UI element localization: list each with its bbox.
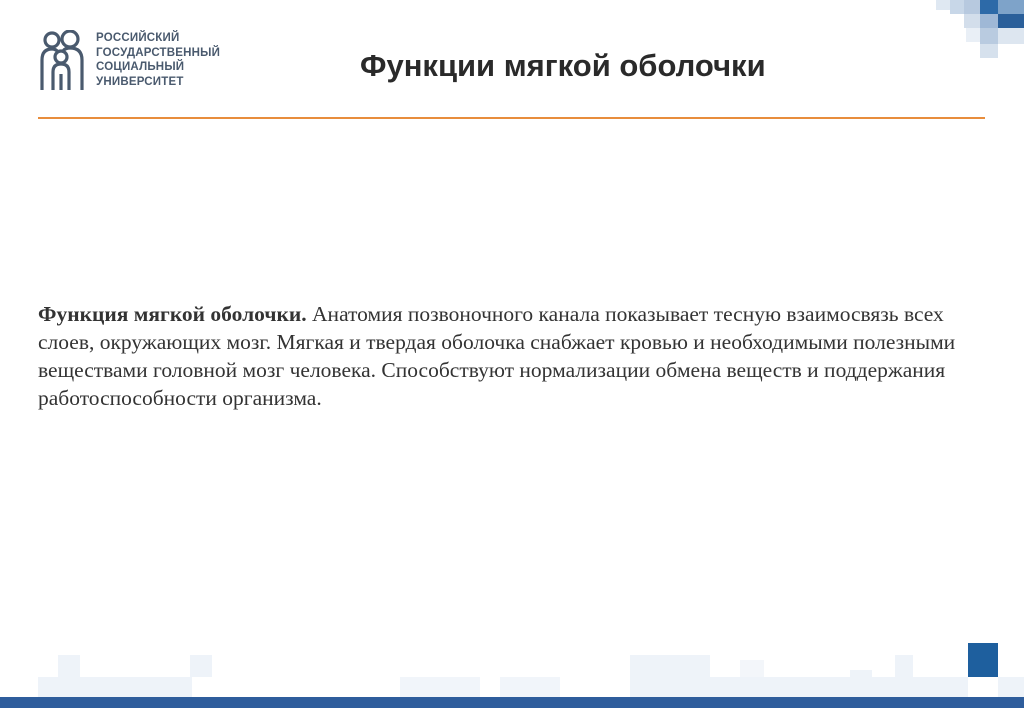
- deco-square: [980, 44, 998, 58]
- body-text: Анатомия позвоночного канала показывает тесную взаимосвязь всех слоев, окружающих мозг. Мягкая и твердая оболочка снабжает кровью и необходимыми полезными веществами головной мозг человека. Способствуют нормализации обмена веществ и поддержания работоспособности организма.: [38, 302, 956, 410]
- deco-square: [740, 660, 764, 677]
- university-logo: [38, 30, 258, 94]
- deco-square: [964, 0, 980, 14]
- deco-square: [872, 677, 968, 697]
- deco-square: [850, 670, 872, 697]
- deco-square: [500, 677, 560, 697]
- deco-square: [980, 14, 998, 28]
- deco-square: [710, 677, 850, 697]
- deco-square: [966, 28, 980, 42]
- deco-square: [998, 14, 1024, 28]
- bottom-bar: [0, 697, 1024, 708]
- logo-wordmark: [96, 31, 220, 89]
- deco-square: [964, 14, 980, 28]
- body-lead: Функция мягкой оболочки.: [38, 302, 307, 326]
- title-divider: [38, 117, 985, 119]
- deco-square: [190, 655, 212, 677]
- family-people-icon: [38, 30, 88, 92]
- deco-square: [980, 0, 998, 14]
- logo-line-3: СОЦИАЛЬНЫЙ: [96, 61, 185, 73]
- corner-square: [968, 643, 998, 677]
- logo-line-4: УНИВЕРСИТЕТ: [96, 75, 184, 88]
- logo-line-1: РОССИЙСКИЙ: [96, 32, 180, 44]
- deco-square: [400, 677, 480, 697]
- deco-square: [998, 0, 1024, 14]
- deco-square: [950, 0, 964, 14]
- deco-square: [998, 677, 1024, 697]
- deco-square: [895, 655, 913, 677]
- page-title: Функции мягкой оболочки: [360, 48, 766, 83]
- deco-square: [630, 655, 710, 697]
- deco-square: [936, 0, 950, 10]
- logo-line-2: ГОСУДАРСТВЕННЫЙ: [96, 46, 221, 59]
- body-paragraph: [38, 300, 978, 412]
- deco-square: [980, 28, 998, 44]
- deco-square: [38, 677, 192, 697]
- deco-square: [998, 28, 1024, 44]
